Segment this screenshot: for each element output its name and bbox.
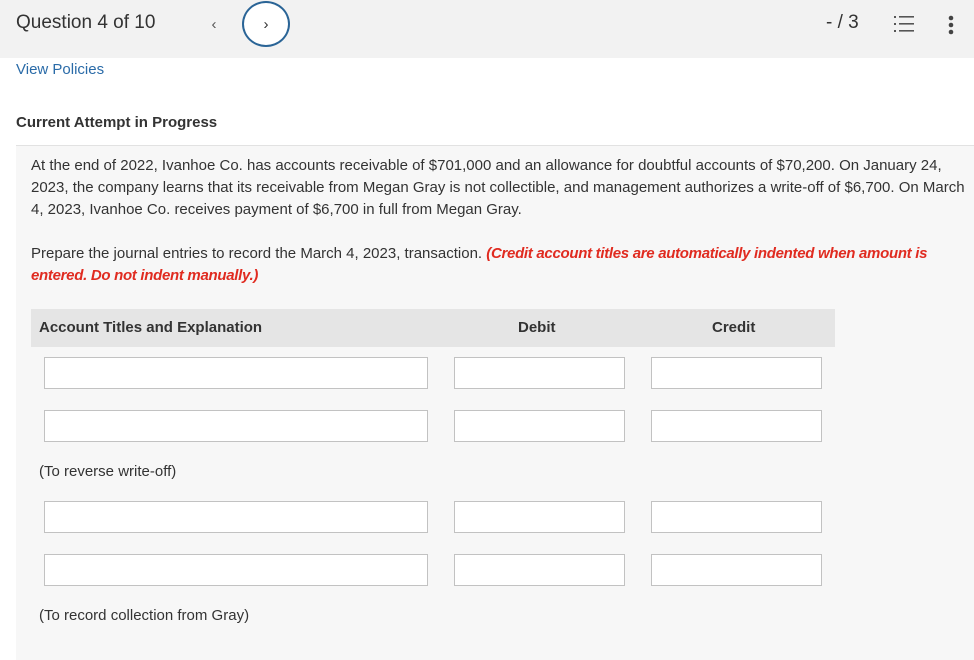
question-list-icon[interactable] [893, 13, 915, 35]
instructions [31, 243, 966, 287]
column-header-debit: Debit [518, 319, 556, 336]
instruction-note: (Credit account titles are automatically indented when amount is entered. Do not indent manually.) [31, 245, 928, 284]
column-header-credit: Credit [712, 319, 756, 336]
debit-input[interactable] [454, 357, 625, 389]
attempt-status: Current Attempt in Progress [16, 114, 218, 131]
entry-explanation: (To reverse write-off) [39, 463, 177, 480]
credit-input[interactable] [651, 554, 822, 586]
problem-text: At the end of 2022, Ivanhoe Co. has accounts receivable of $701,000 and an allowance for doubtful accounts of $70,200. On January 24, 2023, the company learns that its receivable from Megan Gray is not collectible, and management authorizes a write-off of $6,700. On March 4, 2023, Ivanhoe Co. receives payment of $6,700 in full from Megan Gray. [31, 157, 965, 218]
account-title-input[interactable] [44, 410, 428, 442]
score-display: - / 3 [826, 12, 859, 33]
chevron-right-icon: › [263, 15, 269, 33]
instruction-text: Prepare the journal entries to record the March 4, 2023, transaction. [31, 245, 483, 262]
top-bar [0, 0, 974, 58]
journal-table-header [31, 309, 835, 347]
account-title-input[interactable] [44, 501, 428, 533]
credit-input[interactable] [651, 410, 822, 442]
account-title-input[interactable] [44, 554, 428, 586]
previous-question-button[interactable] [202, 12, 226, 36]
debit-input[interactable] [454, 501, 625, 533]
debit-input[interactable] [454, 410, 625, 442]
account-title-input[interactable] [44, 357, 428, 389]
chevron-left-icon: ‹ [211, 15, 217, 33]
debit-input[interactable] [454, 554, 625, 586]
entry-explanation: (To record collection from Gray) [39, 607, 250, 624]
column-header-account: Account Titles and Explanation [39, 319, 263, 336]
credit-input[interactable] [651, 501, 822, 533]
view-policies-link[interactable]: View Policies [16, 61, 105, 78]
next-question-button[interactable] [242, 1, 290, 47]
credit-input[interactable] [651, 357, 822, 389]
more-options-icon[interactable] [943, 13, 959, 37]
question-counter: Question 4 of 10 [16, 12, 156, 33]
